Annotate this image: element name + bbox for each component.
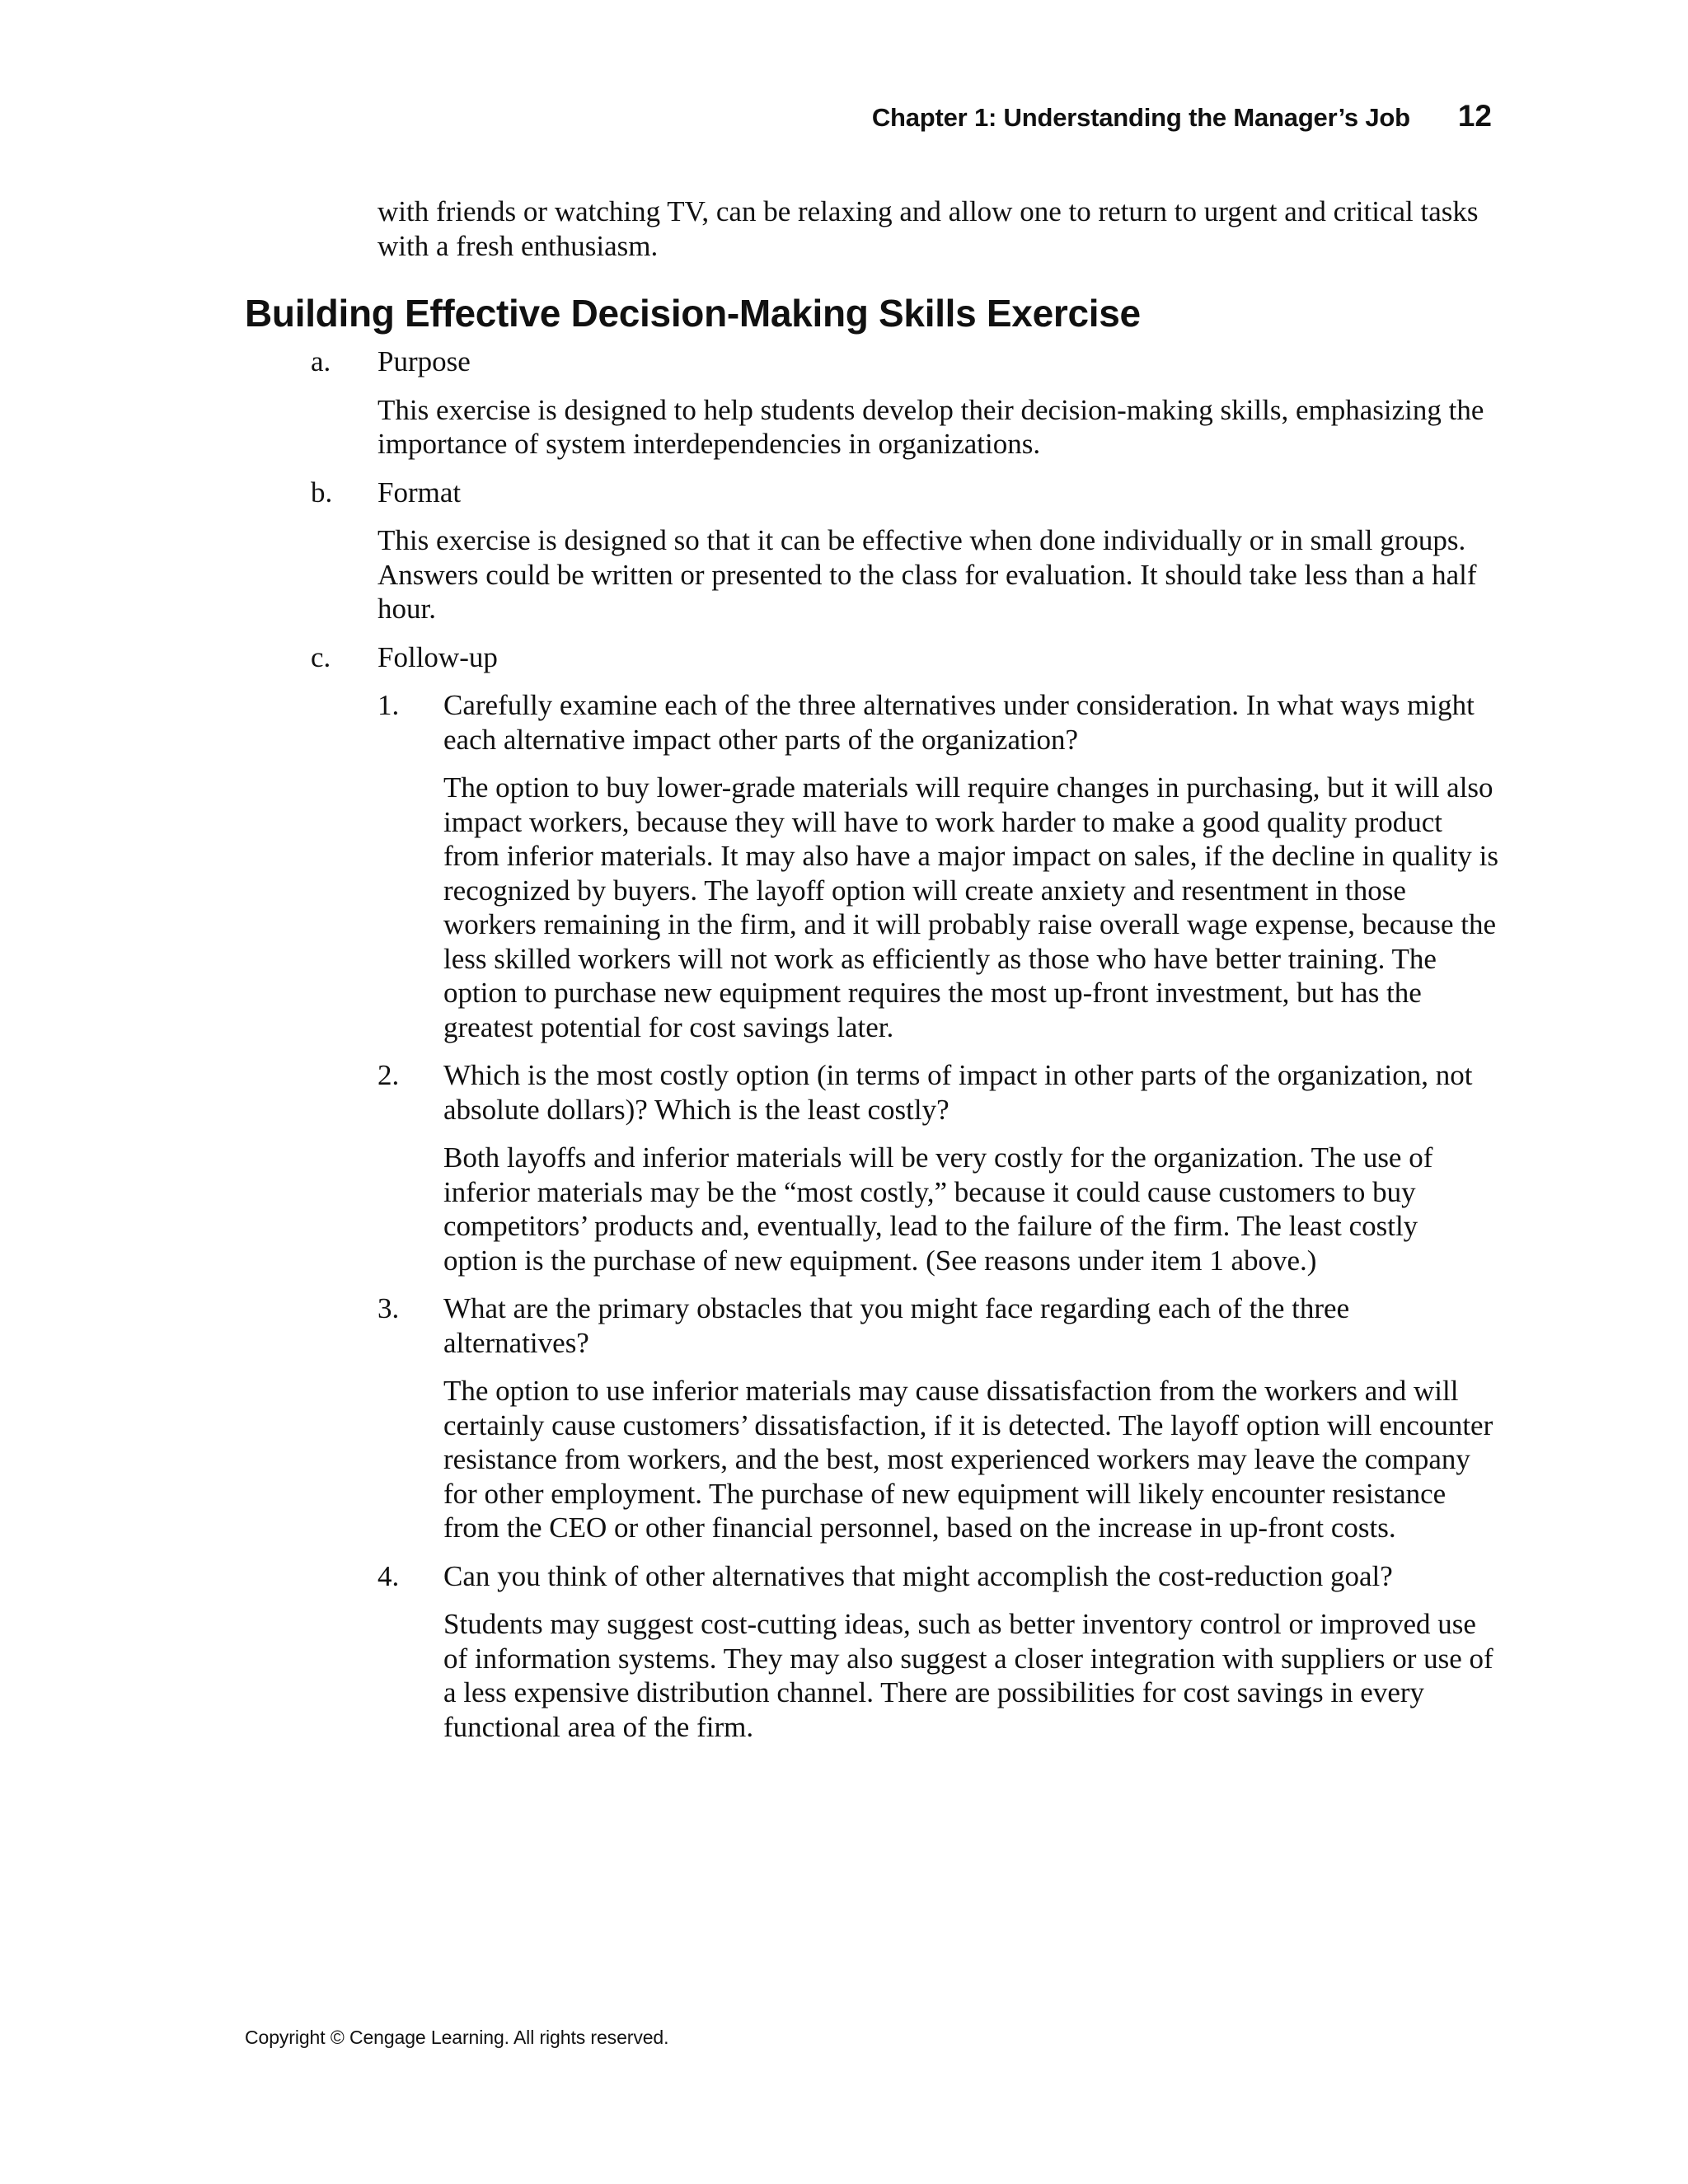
item-body: This exercise is designed so that it can be effective when done individually or in small groups. Answers could be written or presented to the class for evaluation. It should take less than a half hour. bbox=[377, 524, 1477, 625]
item-heading: Format bbox=[377, 476, 462, 509]
follow-up-item-3 bbox=[0, 1291, 1498, 1545]
item-body: This exercise is designed to help students develop their decision-making skills, emphasizing the importance of system interdependencies in organizations. bbox=[377, 393, 1484, 460]
list-marker: a. bbox=[311, 345, 331, 377]
question-text: Carefully examine each of the three alternatives under consideration. In what ways might each alternative impact other parts of the organization? bbox=[443, 689, 1475, 756]
list-item-format bbox=[0, 476, 1688, 626]
section-title: Building Effective Decision-Making Skills Exercise bbox=[245, 292, 1141, 335]
list-marker: c. bbox=[311, 640, 331, 673]
section-body bbox=[0, 344, 1688, 1758]
chapter-title: Chapter 1: Understanding the Manager’s Job bbox=[871, 103, 1410, 132]
question-text: What are the primary obstacles that you might face regarding each of the three alternatives? bbox=[443, 1292, 1350, 1359]
follow-up-item-2 bbox=[0, 1058, 1498, 1277]
number-marker: 4. bbox=[377, 1559, 400, 1592]
page-number: 12 bbox=[1457, 99, 1492, 133]
intro-paragraph: with friends or watching TV, can be relaxing and allow one to return to urgent and critical tasks with a fresh enthusiasm. bbox=[377, 195, 1479, 262]
question-text: Can you think of other alternatives that might accomplish the cost-reduction goal? bbox=[443, 1559, 1393, 1592]
number-marker: 1. bbox=[377, 689, 400, 721]
number-marker: 2. bbox=[377, 1059, 400, 1091]
follow-up-item-4 bbox=[0, 1559, 1498, 1745]
answer-text: Students may suggest cost-cutting ideas, such as better inventory control or improved use of information systems. They may also suggest a closer integration with suppliers or use of a less expensive distribution channel. There are possibilities for cost savings in every functional area of the firm. bbox=[443, 1608, 1493, 1743]
copyright-footer: Copyright © Cengage Learning. All rights reserved. bbox=[245, 2027, 669, 2048]
running-head bbox=[872, 99, 1492, 134]
answer-text: The option to use inferior materials may cause dissatisfaction from the workers and will certainly cause customers’ dissatisfaction, if it is detected. The layoff option will encounter resistance from workers, and the best, most experienced workers may leave the company for other employment. The purchase of new equipment will likely encounter resistance from the CEO or other financial personnel, based on the increase in up-front costs. bbox=[443, 1375, 1493, 1544]
list-item-purpose bbox=[0, 344, 1688, 462]
question-text: Which is the most costly option (in terms of impact in other parts of the organization, not absolute dollars)? Which is the least costly? bbox=[443, 1059, 1473, 1126]
number-marker: 3. bbox=[377, 1292, 400, 1324]
answer-text: Both layoffs and inferior materials will be very costly for the organization. The use of inferior materials may be the “most costly,” because it could cause customers to buy competitors’ products and, eventually, lead to the failure of the firm. The least costly option is the purchase of new equipment. (See reasons under item 1 above.) bbox=[443, 1141, 1433, 1277]
follow-up-item-1 bbox=[0, 688, 1498, 1044]
list-marker: b. bbox=[311, 476, 333, 509]
list-item-follow-up bbox=[0, 640, 1688, 675]
item-heading: Purpose bbox=[377, 345, 471, 377]
answer-text: The option to buy lower-grade materials will require changes in purchasing, but it will also impact workers, because they will have to work harder to make a good quality product from inferior materials. It may also have a major impact on sales, if the decline in quality is recognized by buyers. The layoff option will create anxiety and resentment in those workers remaining in the firm, and it will probably raise overall wage expense, because the less skilled workers will not work as efficiently as those who have better training. The option to purchase new equipment requires the most up-front investment, but has the greatest potential for cost savings later. bbox=[443, 771, 1499, 1043]
item-heading: Follow-up bbox=[377, 640, 498, 673]
